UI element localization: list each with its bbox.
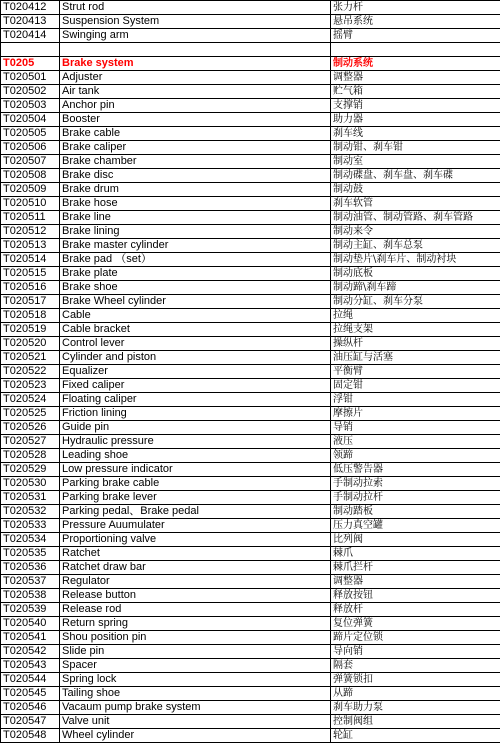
table-row	[1, 393, 500, 407]
table-row	[1, 645, 500, 659]
english-term-cell[interactable]: Brake Wheel cylinder	[60, 295, 331, 309]
table-row	[1, 561, 500, 575]
term-code-cell[interactable]: T020546	[1, 701, 60, 715]
table-row	[1, 365, 500, 379]
term-code-cell[interactable]: T020533	[1, 519, 60, 533]
english-term-cell[interactable]: Brake lining	[60, 225, 331, 239]
english-term-cell[interactable]: Parking pedal、Brake pedal	[60, 505, 331, 519]
table-row	[1, 519, 500, 533]
english-term-cell[interactable]: Ratchet	[60, 547, 331, 561]
english-term-cell[interactable]: Brake line	[60, 211, 331, 225]
table-row	[1, 547, 500, 561]
table-row	[1, 99, 500, 113]
term-code-cell[interactable]: T020507	[1, 155, 60, 169]
table-row	[1, 337, 500, 351]
chinese-term-cell[interactable]: 调整器	[331, 575, 500, 589]
table-row	[1, 1, 500, 15]
table-row	[1, 211, 500, 225]
term-code-cell[interactable]: T020548	[1, 729, 60, 743]
table-row	[1, 169, 500, 183]
table-row	[1, 141, 500, 155]
chinese-term-cell[interactable]: 棘爪拦杆	[331, 561, 500, 575]
english-term-cell[interactable]: Brake pad （set）	[60, 253, 331, 267]
chinese-term-cell[interactable]: 平衡臂	[331, 365, 500, 379]
english-term-cell[interactable]: Shou position pin	[60, 631, 331, 645]
english-term-cell[interactable]: Adjuster	[60, 71, 331, 85]
english-term-cell[interactable]: Fixed caliper	[60, 379, 331, 393]
chinese-term-cell[interactable]: 摇臂	[331, 29, 500, 43]
chinese-term-cell[interactable]: 刹车线	[331, 127, 500, 141]
term-code-cell[interactable]: T020527	[1, 435, 60, 449]
chinese-term-cell[interactable]: 制动钳、刹车钳	[331, 141, 500, 155]
table-row	[1, 449, 500, 463]
term-code-cell[interactable]: T020526	[1, 421, 60, 435]
term-code-cell[interactable]: T020543	[1, 659, 60, 673]
english-term-cell[interactable]: Release rod	[60, 603, 331, 617]
chinese-term-cell[interactable]: 导销	[331, 421, 500, 435]
english-term-cell[interactable]: Suspension System	[60, 15, 331, 29]
english-term-cell[interactable]: Valve unit	[60, 715, 331, 729]
table-row	[1, 295, 500, 309]
english-term-cell[interactable]: Brake hose	[60, 197, 331, 211]
chinese-term-cell[interactable]: 液压	[331, 435, 500, 449]
term-code-cell[interactable]: T020520	[1, 337, 60, 351]
english-term-cell[interactable]: Regulator	[60, 575, 331, 589]
term-code-cell[interactable]: T020522	[1, 365, 60, 379]
english-term-cell[interactable]	[60, 43, 331, 57]
chinese-term-cell[interactable]: 张力杆	[331, 1, 500, 15]
chinese-term-cell[interactable]: 浮钳	[331, 393, 500, 407]
term-code-cell[interactable]: T020412	[1, 1, 60, 15]
term-code-cell[interactable]: T020524	[1, 393, 60, 407]
table-row	[1, 253, 500, 267]
chinese-term-cell[interactable]: 刹车软管	[331, 197, 500, 211]
table-row	[1, 617, 500, 631]
chinese-term-cell[interactable]: 压力真空罐	[331, 519, 500, 533]
term-code-cell[interactable]: T020547	[1, 715, 60, 729]
chinese-term-cell[interactable]: 导向销	[331, 645, 500, 659]
term-code-cell[interactable]: T020532	[1, 505, 60, 519]
table-row	[1, 85, 500, 99]
table-row	[1, 575, 500, 589]
english-term-cell[interactable]: Brake system	[60, 57, 331, 71]
table-row	[1, 533, 500, 547]
term-code-cell[interactable]: T020511	[1, 211, 60, 225]
term-code-cell[interactable]: T0205	[1, 57, 60, 71]
chinese-term-cell[interactable]: 贮气箱	[331, 85, 500, 99]
term-code-cell[interactable]: T020523	[1, 379, 60, 393]
chinese-term-cell[interactable]: 制动油管、制动管路、刹车管路	[331, 211, 500, 225]
table-row	[1, 379, 500, 393]
table-row	[1, 421, 500, 435]
term-code-cell[interactable]: T020538	[1, 589, 60, 603]
glossary-table-body	[1, 1, 500, 743]
english-term-cell[interactable]: Proportioning valve	[60, 533, 331, 547]
english-term-cell[interactable]: Cable	[60, 309, 331, 323]
term-code-cell[interactable]: T020508	[1, 169, 60, 183]
english-term-cell[interactable]: Cylinder and piston	[60, 351, 331, 365]
chinese-term-cell[interactable]: 助力器	[331, 113, 500, 127]
english-term-cell[interactable]: Slide pin	[60, 645, 331, 659]
term-code-cell[interactable]: T020518	[1, 309, 60, 323]
chinese-term-cell[interactable]: 制动分缸、刹车分泵	[331, 295, 500, 309]
english-term-cell[interactable]: Hydraulic pressure	[60, 435, 331, 449]
term-code-cell[interactable]: T020501	[1, 71, 60, 85]
english-term-cell[interactable]: Control lever	[60, 337, 331, 351]
chinese-term-cell[interactable]: 制动碟盘、刹车盘、刹车碟	[331, 169, 500, 183]
chinese-term-cell[interactable]: 低压警告器	[331, 463, 500, 477]
term-code-cell[interactable]: T020544	[1, 673, 60, 687]
term-code-cell[interactable]: T020530	[1, 477, 60, 491]
table-row	[1, 127, 500, 141]
term-code-cell[interactable]: T020509	[1, 183, 60, 197]
table-row	[1, 29, 500, 43]
term-code-cell[interactable]: T020506	[1, 141, 60, 155]
english-term-cell[interactable]: Cable bracket	[60, 323, 331, 337]
table-row	[1, 407, 500, 421]
table-row	[1, 477, 500, 491]
table-row	[1, 463, 500, 477]
term-code-cell[interactable]: T020540	[1, 617, 60, 631]
english-term-cell[interactable]: Parking brake lever	[60, 491, 331, 505]
chinese-term-cell[interactable]: 制动垫片\刹车片、制动衬块	[331, 253, 500, 267]
english-term-cell[interactable]: Anchor pin	[60, 99, 331, 113]
section-header-row	[1, 57, 500, 71]
term-code-cell[interactable]: T020517	[1, 295, 60, 309]
term-code-cell[interactable]: T020413	[1, 15, 60, 29]
table-row	[1, 351, 500, 365]
term-code-cell[interactable]: T020545	[1, 687, 60, 701]
chinese-term-cell[interactable]: 棘爪	[331, 547, 500, 561]
table-row	[1, 183, 500, 197]
term-code-cell[interactable]: T020512	[1, 225, 60, 239]
english-term-cell[interactable]: Strut rod	[60, 1, 331, 15]
term-code-cell[interactable]: T020528	[1, 449, 60, 463]
term-code-cell[interactable]: T020534	[1, 533, 60, 547]
english-term-cell[interactable]: Friction lining	[60, 407, 331, 421]
chinese-term-cell[interactable]: 制动来令	[331, 225, 500, 239]
term-code-cell[interactable]: T020536	[1, 561, 60, 575]
term-code-cell[interactable]: T020514	[1, 253, 60, 267]
term-code-cell[interactable]: T020541	[1, 631, 60, 645]
term-code-cell[interactable]: T020510	[1, 197, 60, 211]
table-row	[1, 15, 500, 29]
term-code-cell[interactable]: T020513	[1, 239, 60, 253]
table-row	[1, 729, 500, 743]
chinese-term-cell[interactable]: 轮缸	[331, 729, 500, 743]
table-row	[1, 323, 500, 337]
english-term-cell[interactable]: Booster	[60, 113, 331, 127]
english-term-cell[interactable]: Equalizer	[60, 365, 331, 379]
chinese-term-cell[interactable]: 支撑销	[331, 99, 500, 113]
english-term-cell[interactable]: Vacaum pump brake system	[60, 701, 331, 715]
term-code-cell[interactable]: T020502	[1, 85, 60, 99]
table-row	[1, 281, 500, 295]
chinese-term-cell[interactable]: 拉绳	[331, 309, 500, 323]
term-code-cell[interactable]: T020525	[1, 407, 60, 421]
term-code-cell[interactable]: T020535	[1, 547, 60, 561]
english-term-cell[interactable]: Tailing shoe	[60, 687, 331, 701]
table-row	[1, 631, 500, 645]
english-term-cell[interactable]: Parking brake cable	[60, 477, 331, 491]
english-term-cell[interactable]: Spring lock	[60, 673, 331, 687]
english-term-cell[interactable]: Swinging arm	[60, 29, 331, 43]
table-row	[1, 267, 500, 281]
table-row	[1, 309, 500, 323]
chinese-term-cell[interactable]: 制动底板	[331, 267, 500, 281]
chinese-term-cell[interactable]: 蹄片定位锁	[331, 631, 500, 645]
chinese-term-cell[interactable]: 调整器	[331, 71, 500, 85]
chinese-term-cell[interactable]: 制动主缸、刹车总泵	[331, 239, 500, 253]
english-term-cell[interactable]: Ratchet draw bar	[60, 561, 331, 575]
table-row	[1, 113, 500, 127]
chinese-term-cell[interactable]: 手制动拉索	[331, 477, 500, 491]
chinese-term-cell[interactable]: 比列阀	[331, 533, 500, 547]
term-code-cell[interactable]: T020542	[1, 645, 60, 659]
chinese-term-cell[interactable]: 制动系统	[331, 57, 500, 71]
table-row	[1, 687, 500, 701]
term-code-cell[interactable]: T020503	[1, 99, 60, 113]
english-term-cell[interactable]: Return spring	[60, 617, 331, 631]
table-row	[1, 673, 500, 687]
chinese-term-cell[interactable]: 隔套	[331, 659, 500, 673]
term-code-cell[interactable]: T020529	[1, 463, 60, 477]
chinese-term-cell[interactable]: 操纵杆	[331, 337, 500, 351]
english-term-cell[interactable]: Floating caliper	[60, 393, 331, 407]
table-row	[1, 659, 500, 673]
chinese-term-cell[interactable]: 油压缸与活塞	[331, 351, 500, 365]
chinese-term-cell[interactable]: 固定钳	[331, 379, 500, 393]
english-term-cell[interactable]: Guide pin	[60, 421, 331, 435]
english-term-cell[interactable]: Wheel cylinder	[60, 729, 331, 743]
english-term-cell[interactable]: Brake plate	[60, 267, 331, 281]
english-term-cell[interactable]: Brake drum	[60, 183, 331, 197]
table-row	[1, 715, 500, 729]
table-row	[1, 43, 500, 57]
english-term-cell[interactable]: Brake disc	[60, 169, 331, 183]
chinese-term-cell[interactable]: 制动室	[331, 155, 500, 169]
term-code-cell[interactable]: T020504	[1, 113, 60, 127]
table-row	[1, 589, 500, 603]
table-row	[1, 491, 500, 505]
table-row	[1, 505, 500, 519]
english-term-cell[interactable]: Brake caliper	[60, 141, 331, 155]
term-code-cell[interactable]: T020516	[1, 281, 60, 295]
chinese-term-cell[interactable]: 摩擦片	[331, 407, 500, 421]
table-row	[1, 197, 500, 211]
chinese-term-cell[interactable]: 复位弹簧	[331, 617, 500, 631]
table-row	[1, 239, 500, 253]
table-row	[1, 701, 500, 715]
term-code-cell[interactable]: T020505	[1, 127, 60, 141]
english-term-cell[interactable]: Release button	[60, 589, 331, 603]
table-row	[1, 603, 500, 617]
chinese-term-cell[interactable]: 释放杆	[331, 603, 500, 617]
term-code-cell[interactable]: T020539	[1, 603, 60, 617]
table-row	[1, 155, 500, 169]
english-term-cell[interactable]: Brake cable	[60, 127, 331, 141]
chinese-term-cell[interactable]: 制动鼓	[331, 183, 500, 197]
chinese-term-cell[interactable]: 刹车助力泵	[331, 701, 500, 715]
term-code-cell[interactable]: T020531	[1, 491, 60, 505]
english-term-cell[interactable]: Brake master cylinder	[60, 239, 331, 253]
chinese-term-cell[interactable]: 拉绳支架	[331, 323, 500, 337]
term-code-cell[interactable]: T020519	[1, 323, 60, 337]
chinese-term-cell[interactable]: 控制阀组	[331, 715, 500, 729]
chinese-term-cell[interactable]: 制动踏板	[331, 505, 500, 519]
english-term-cell[interactable]: Brake chamber	[60, 155, 331, 169]
table-row	[1, 225, 500, 239]
term-code-cell[interactable]: T020537	[1, 575, 60, 589]
chinese-term-cell[interactable]: 悬吊系统	[331, 15, 500, 29]
english-term-cell[interactable]: Low pressure indicator	[60, 463, 331, 477]
english-term-cell[interactable]: Pressure Auumulater	[60, 519, 331, 533]
english-term-cell[interactable]: Spacer	[60, 659, 331, 673]
table-row	[1, 71, 500, 85]
chinese-term-cell[interactable]: 制动蹄\刹车蹄	[331, 281, 500, 295]
term-code-cell[interactable]: T020515	[1, 267, 60, 281]
chinese-term-cell[interactable]: 释放按钮	[331, 589, 500, 603]
term-code-cell[interactable]: T020521	[1, 351, 60, 365]
term-code-cell[interactable]: T020414	[1, 29, 60, 43]
table-row	[1, 435, 500, 449]
english-term-cell[interactable]: Brake shoe	[60, 281, 331, 295]
chinese-term-cell[interactable]: 从蹄	[331, 687, 500, 701]
chinese-term-cell[interactable]	[331, 43, 500, 57]
chinese-term-cell[interactable]: 手制动拉杆	[331, 491, 500, 505]
term-code-cell[interactable]	[1, 43, 60, 57]
english-term-cell[interactable]: Air tank	[60, 85, 331, 99]
chinese-term-cell[interactable]: 弹簧锁扣	[331, 673, 500, 687]
english-term-cell[interactable]: Leading shoe	[60, 449, 331, 463]
chinese-term-cell[interactable]: 领蹄	[331, 449, 500, 463]
